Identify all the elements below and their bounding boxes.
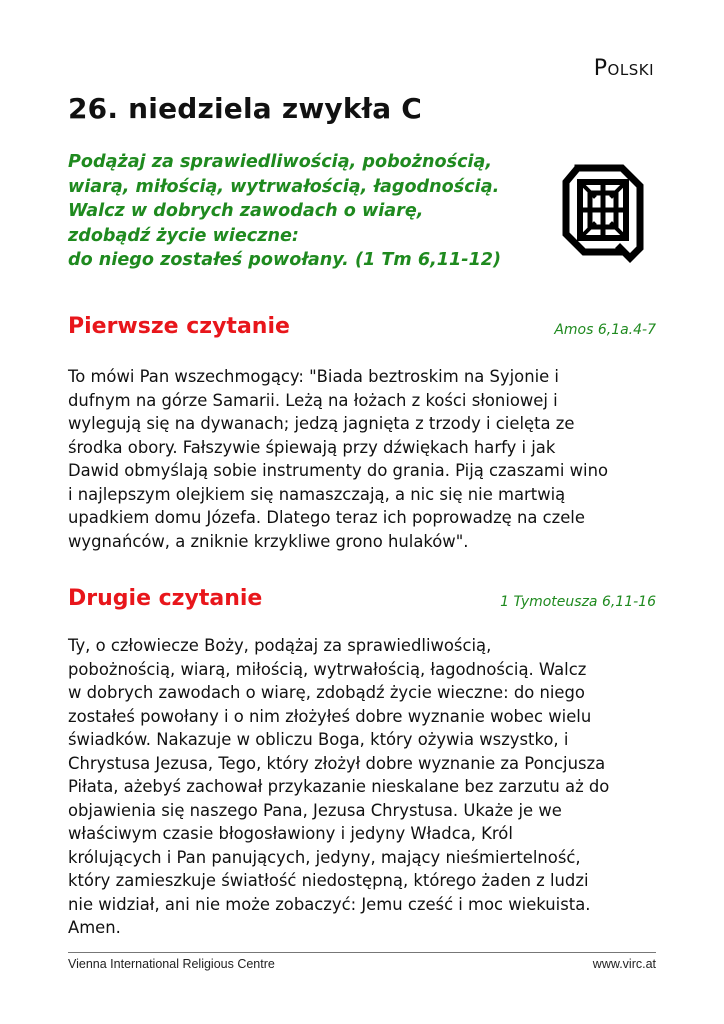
motto-line: Walcz w dobrych zawodach o wiarę, (68, 201, 424, 221)
motto-line: wiarą, miłością, wytrwałością, łagodnością. (68, 176, 500, 197)
text-line: objawienia się naszego Pana, Jezusa Chrystusa. Ukaże je we (68, 800, 562, 820)
text-line: i najlepszym olejkiem się namaszczają, a nic się nie martwią (68, 484, 566, 504)
text-line: pobożnością, wiarą, miłością, wytrwałością, łagodnością. Walcz (68, 659, 587, 679)
text-line: wygnańców, a zniknie krzykliwe grono hulaków". (68, 531, 469, 551)
text-line: właściwym czasie błogosławiony i jedyny Władca, Król (68, 824, 513, 843)
text-line: zostałeś powołany i o nim złożyłeś dobre wyznanie wobec wielu (68, 706, 592, 726)
text-line: Ty, o człowiecze Boży, podążaj za sprawiedliwością, (68, 636, 492, 655)
motto (68, 150, 538, 273)
footer-divider (68, 952, 656, 953)
text-line: Chrystusa Jezusa, Tego, który złożył dobre wyznanie za Poncjusza (68, 753, 606, 773)
page-title: 26. niedziela zwykła C (68, 92, 423, 125)
first-reading-reference: Amos 6,1a.4-7 (554, 322, 656, 338)
text-line: w dobrych zawodach o wiarę, zdobądź życie wieczne: do niego (68, 683, 585, 702)
first-reading-text (68, 365, 658, 553)
text-line: nie widział, ani nie może zobaczyć: Jemu cześć i moc wiekuista. (68, 894, 591, 914)
virc-logo-icon (560, 162, 646, 268)
text-line: To mówi Pan wszechmogący: "Biada beztroskim na Syjonie i (68, 367, 559, 386)
motto-line: zdobądź życie wieczne: (68, 225, 299, 246)
motto-line: do niego zostałeś powołany. (1 Tm 6,11-12) (68, 250, 502, 270)
text-line: dufnym na górze Samarii. Leżą na łożach z kości słoniowej i (68, 390, 558, 410)
footer-website-link[interactable]: www.virc.at (592, 957, 656, 971)
second-reading-text (68, 634, 658, 940)
language-label: Polski (593, 56, 654, 81)
text-line: Dawid obmyślają sobie instrumenty do grania. Piją czaszami wino (68, 461, 608, 480)
second-reading-reference: 1 Tymoteusza 6,11-16 (500, 594, 656, 610)
footer-organization: Vienna International Religious Centre (68, 957, 275, 971)
text-line: który zamieszkuje światłość niedostępną, którego żaden z ludzi (68, 871, 589, 890)
text-line: świadków. Nakazuje w obliczu Boga, który ożywia wszystko, i (68, 730, 569, 749)
first-reading-heading: Pierwsze czytanie (68, 314, 290, 339)
text-line: Piłata, ażebyś zachował przykazanie nieskalane bez zarzutu aż do (68, 777, 610, 796)
motto-line: Podążaj za sprawiedliwością, pobożnością, (68, 152, 493, 172)
text-line: wylegują się na dywanach; jedzą jagnięta z trzody i cielęta ze (68, 414, 575, 433)
text-line: środka obory. Fałszywie śpiewają przy dźwiękach harfy i jak (68, 437, 556, 457)
text-line: upadkiem domu Józefa. Dlatego teraz ich poprowadzę na czele (68, 508, 585, 527)
text-line: królujących i Pan panujących, jedyny, mający nieśmiertelność, (68, 847, 581, 867)
text-line: Amen. (68, 918, 121, 937)
second-reading-heading: Drugie czytanie (68, 586, 263, 611)
